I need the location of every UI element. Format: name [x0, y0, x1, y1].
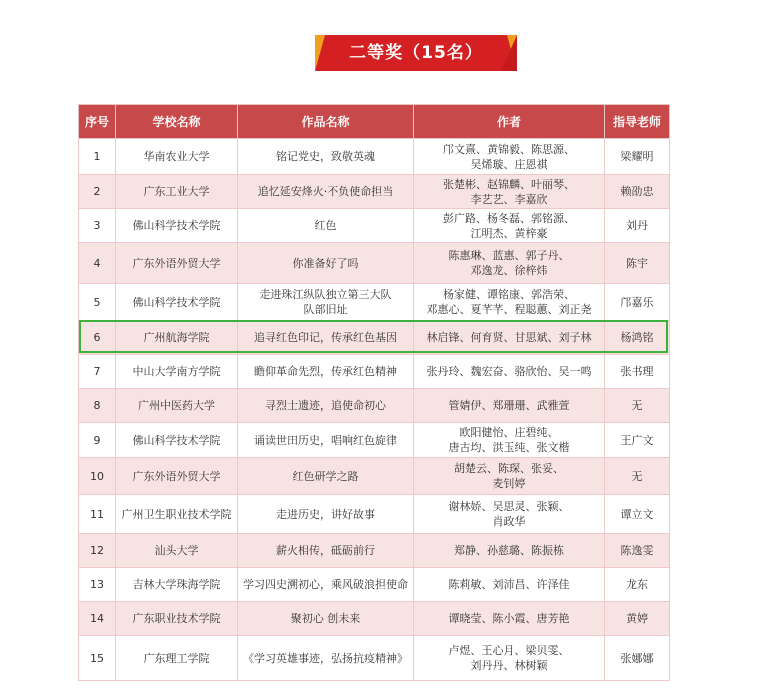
table-row	[79, 495, 670, 534]
cell-no: 4	[79, 243, 116, 284]
table-row	[79, 636, 670, 681]
cell-school: 汕头大学	[116, 534, 238, 568]
table-row	[79, 243, 670, 284]
cell-teacher: 陈宇	[605, 243, 670, 284]
cell-school: 广州航海学院	[116, 321, 238, 355]
table-row	[79, 568, 670, 602]
header-no: 序号	[79, 105, 116, 139]
cell-authors: 邝文熹、黄锦毅、陈思源、 吴烯璇、庄恩祺	[414, 139, 605, 175]
cell-work: 寻烈士遗迹，追使命初心	[238, 389, 414, 423]
cell-no: 2	[79, 175, 116, 209]
cell-work: 薪火相传，砥砺前行	[238, 534, 414, 568]
cell-no: 12	[79, 534, 116, 568]
table-row	[79, 321, 670, 355]
header-work: 作品名称	[238, 105, 414, 139]
cell-authors: 卢煜、王心月、梁贝雯、 刘丹丹、林树颖	[414, 636, 605, 681]
cell-authors: 张丹玲、魏宏奋、骆欣怡、吴一鸣	[414, 355, 605, 389]
cell-authors: 彭广路、杨冬磊、郭铭源、 江明杰、黄梓豪	[414, 209, 605, 243]
table-row	[79, 534, 670, 568]
cell-teacher: 梁耀明	[605, 139, 670, 175]
cell-no: 9	[79, 423, 116, 458]
cell-work: 铭记党史，致敬英魂	[238, 139, 414, 175]
table-row	[79, 175, 670, 209]
cell-school: 广东理工学院	[116, 636, 238, 681]
cell-authors: 谢林娇、吴思灵、张颖、 肖政华	[414, 495, 605, 534]
table-row	[79, 423, 670, 458]
cell-no: 15	[79, 636, 116, 681]
cell-authors: 谭晓莹、陈小霞、唐芳艳	[414, 602, 605, 636]
cell-school: 佛山科学技术学院	[116, 284, 238, 321]
cell-no: 3	[79, 209, 116, 243]
cell-no: 6	[79, 321, 116, 355]
cell-teacher: 邝嘉乐	[605, 284, 670, 321]
cell-authors: 林启锋、何育贤、甘思斌、刘子林	[414, 321, 605, 355]
cell-teacher: 陈逸雯	[605, 534, 670, 568]
cell-work: 《学习英雄事迹，弘扬抗疫精神》	[238, 636, 414, 681]
table-row	[79, 602, 670, 636]
cell-authors: 郑静、孙慈璐、陈振栋	[414, 534, 605, 568]
cell-authors: 管婧伊、郑珊珊、武雅萱	[414, 389, 605, 423]
cell-work: 学习四史溯初心，乘风破浪担使命	[238, 568, 414, 602]
cell-no: 11	[79, 495, 116, 534]
cell-work: 你准备好了吗	[238, 243, 414, 284]
cell-teacher: 谭立文	[605, 495, 670, 534]
cell-teacher: 张娜娜	[605, 636, 670, 681]
cell-teacher: 龙东	[605, 568, 670, 602]
cell-work: 聚初心 创未来	[238, 602, 414, 636]
cell-school: 中山大学南方学院	[116, 355, 238, 389]
cell-work: 红色研学之路	[238, 458, 414, 495]
cell-authors: 张楚彬、赵锦麟、叶丽琴、 李艺艺、李嘉欣	[414, 175, 605, 209]
header-authors: 作者	[414, 105, 605, 139]
cell-teacher: 无	[605, 389, 670, 423]
table-row	[79, 209, 670, 243]
cell-teacher: 杨鸿铭	[605, 321, 670, 355]
cell-work: 红色	[238, 209, 414, 243]
banner-title: 二等奖（15名）	[349, 43, 483, 63]
table-body	[79, 139, 670, 681]
cell-teacher: 刘丹	[605, 209, 670, 243]
cell-school: 广东外语外贸大学	[116, 243, 238, 284]
cell-school: 广东外语外贸大学	[116, 458, 238, 495]
cell-authors: 陈莉敏、刘沛昌、许泽佳	[414, 568, 605, 602]
header-school: 学校名称	[116, 105, 238, 139]
cell-school: 广东职业技术学院	[116, 602, 238, 636]
cell-school: 华南农业大学	[116, 139, 238, 175]
cell-teacher: 黄婷	[605, 602, 670, 636]
cell-school: 广州中医药大学	[116, 389, 238, 423]
cell-work: 追忆延安烽火·不负使命担当	[238, 175, 414, 209]
cell-authors: 胡楚云、陈琛、张妥、 麦钊婷	[414, 458, 605, 495]
cell-work: 追寻红色印记，传承红色基因	[238, 321, 414, 355]
table-header-row	[79, 105, 670, 139]
cell-school: 广州卫生职业技术学院	[116, 495, 238, 534]
table-row	[79, 139, 670, 175]
award-table	[78, 104, 670, 681]
cell-school: 吉林大学珠海学院	[116, 568, 238, 602]
cell-no: 13	[79, 568, 116, 602]
table-row	[79, 389, 670, 423]
cell-no: 14	[79, 602, 116, 636]
cell-no: 5	[79, 284, 116, 321]
cell-no: 7	[79, 355, 116, 389]
cell-school: 广东工业大学	[116, 175, 238, 209]
cell-work: 走进珠江纵队独立第三大队 队部旧址	[238, 284, 414, 321]
cell-work: 走进历史，讲好故事	[238, 495, 414, 534]
cell-authors: 欧阳健怡、庄碧纯、 唐古均、洪玉纯、张文楷	[414, 423, 605, 458]
cell-teacher: 王广文	[605, 423, 670, 458]
cell-school: 佛山科学技术学院	[116, 423, 238, 458]
table-row	[79, 458, 670, 495]
cell-work: 瞻仰革命先烈，传承红色精神	[238, 355, 414, 389]
cell-work: 诵读世田历史，唱响红色旋律	[238, 423, 414, 458]
cell-no: 8	[79, 389, 116, 423]
cell-authors: 杨家健、谭铭康、郭浩荣、 邓惠心、夏芊芊、程聪蕙、刘正尧	[414, 284, 605, 321]
cell-no: 1	[79, 139, 116, 175]
cell-authors: 陈惠琳、蓝惠、郭子丹、 邓逸龙、徐梓炜	[414, 243, 605, 284]
cell-teacher: 无	[605, 458, 670, 495]
award-banner	[315, 35, 517, 71]
cell-no: 10	[79, 458, 116, 495]
cell-school: 佛山科学技术学院	[116, 209, 238, 243]
table-row	[79, 284, 670, 321]
header-teacher: 指导老师	[605, 105, 670, 139]
table-row	[79, 355, 670, 389]
cell-teacher: 张书理	[605, 355, 670, 389]
cell-teacher: 赖劭忠	[605, 175, 670, 209]
